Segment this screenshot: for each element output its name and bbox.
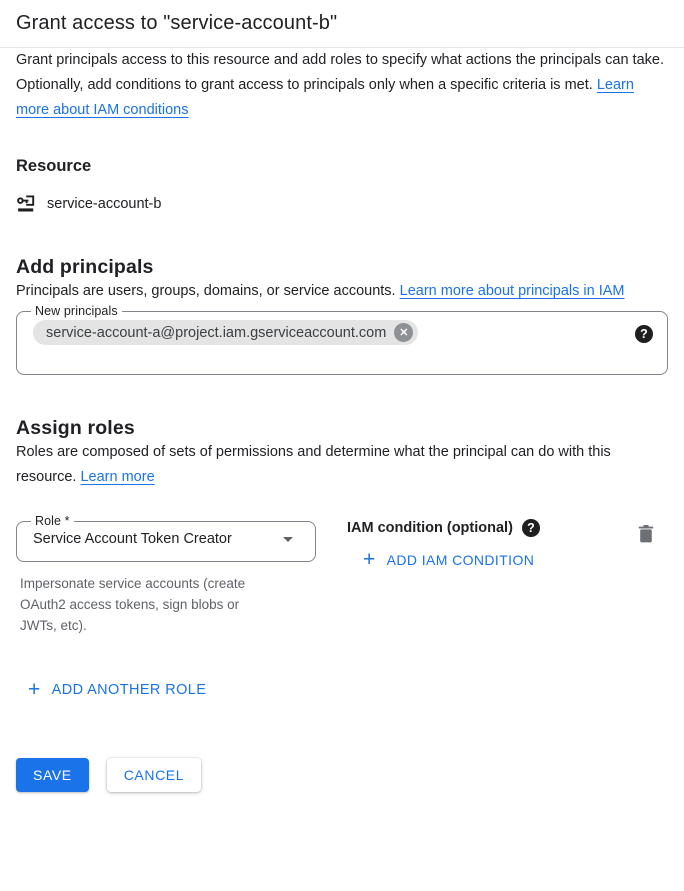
iam-condition-label: IAM condition (optional) <box>347 520 513 536</box>
role-select[interactable] <box>16 514 316 562</box>
dialog-content <box>0 48 684 792</box>
intro-text: Grant principals access to this resource and add roles to specify what actions the principals can take. Optionally, add conditions to grant access to principals only when a specific criteria is met. <box>16 52 664 93</box>
add-another-role-button[interactable] <box>28 678 207 701</box>
dialog-title: Grant access to "service-account-b" <box>16 12 338 34</box>
plus-icon: + <box>28 678 41 701</box>
assign-roles-description <box>16 440 668 490</box>
add-iam-condition-button[interactable] <box>363 548 535 571</box>
save-button[interactable]: SAVE <box>16 758 89 792</box>
learn-more-principals-link[interactable]: Learn more about principals in IAM <box>399 283 625 299</box>
dialog-actions <box>16 758 668 792</box>
add-principals-text: Principals are users, groups, domains, or service accounts. <box>16 283 400 299</box>
trash-icon <box>637 532 655 547</box>
learn-more-roles-link[interactable]: Learn more <box>80 469 155 485</box>
new-principals-field <box>16 304 668 375</box>
principal-chip-text: service-account-a@project.iam.gserviceaccount.com <box>46 324 387 341</box>
delete-role-column <box>624 514 668 549</box>
chevron-down-icon <box>283 537 293 542</box>
new-principals-label: New principals <box>35 304 118 318</box>
resource-row <box>16 194 668 214</box>
role-column <box>16 514 316 636</box>
cancel-button[interactable]: CANCEL <box>107 758 201 792</box>
resource-name: service-account-b <box>47 196 162 212</box>
chip-remove-icon[interactable]: ✕ <box>394 323 413 342</box>
role-row <box>16 514 668 636</box>
assign-roles-text: Roles are composed of sets of permissions and determine what the principal can do with this resource. <box>16 444 611 485</box>
iam-condition-help-icon[interactable]: ? <box>522 519 540 537</box>
learn-more-iam-conditions-link[interactable]: Learn more about IAM conditions <box>16 77 634 118</box>
iam-condition-label-row <box>347 519 624 537</box>
principals-help-icon[interactable]: ? <box>635 325 653 343</box>
role-help-text: Impersonate service accounts (create OAuth2 access tokens, sign blobs or JWTs, etc). <box>20 576 246 633</box>
dialog-header <box>0 0 684 48</box>
new-principals-input[interactable] <box>29 318 655 374</box>
add-principals-description <box>16 279 668 304</box>
iam-condition-column <box>347 514 624 570</box>
assign-roles-heading: Assign roles <box>16 417 135 439</box>
service-account-icon <box>16 194 36 214</box>
add-iam-condition-label: ADD IAM CONDITION <box>386 552 535 568</box>
plus-icon: + <box>363 548 376 571</box>
role-select-body[interactable] <box>29 528 303 561</box>
resource-heading: Resource <box>16 157 92 175</box>
add-principals-heading: Add principals <box>16 256 154 278</box>
intro-paragraph <box>16 48 668 123</box>
delete-role-button[interactable] <box>635 522 657 549</box>
principal-chip[interactable] <box>33 320 418 345</box>
role-label: Role * <box>35 514 70 528</box>
add-another-role-label: ADD ANOTHER ROLE <box>51 682 207 698</box>
role-selected-value: Service Account Token Creator <box>33 531 232 547</box>
